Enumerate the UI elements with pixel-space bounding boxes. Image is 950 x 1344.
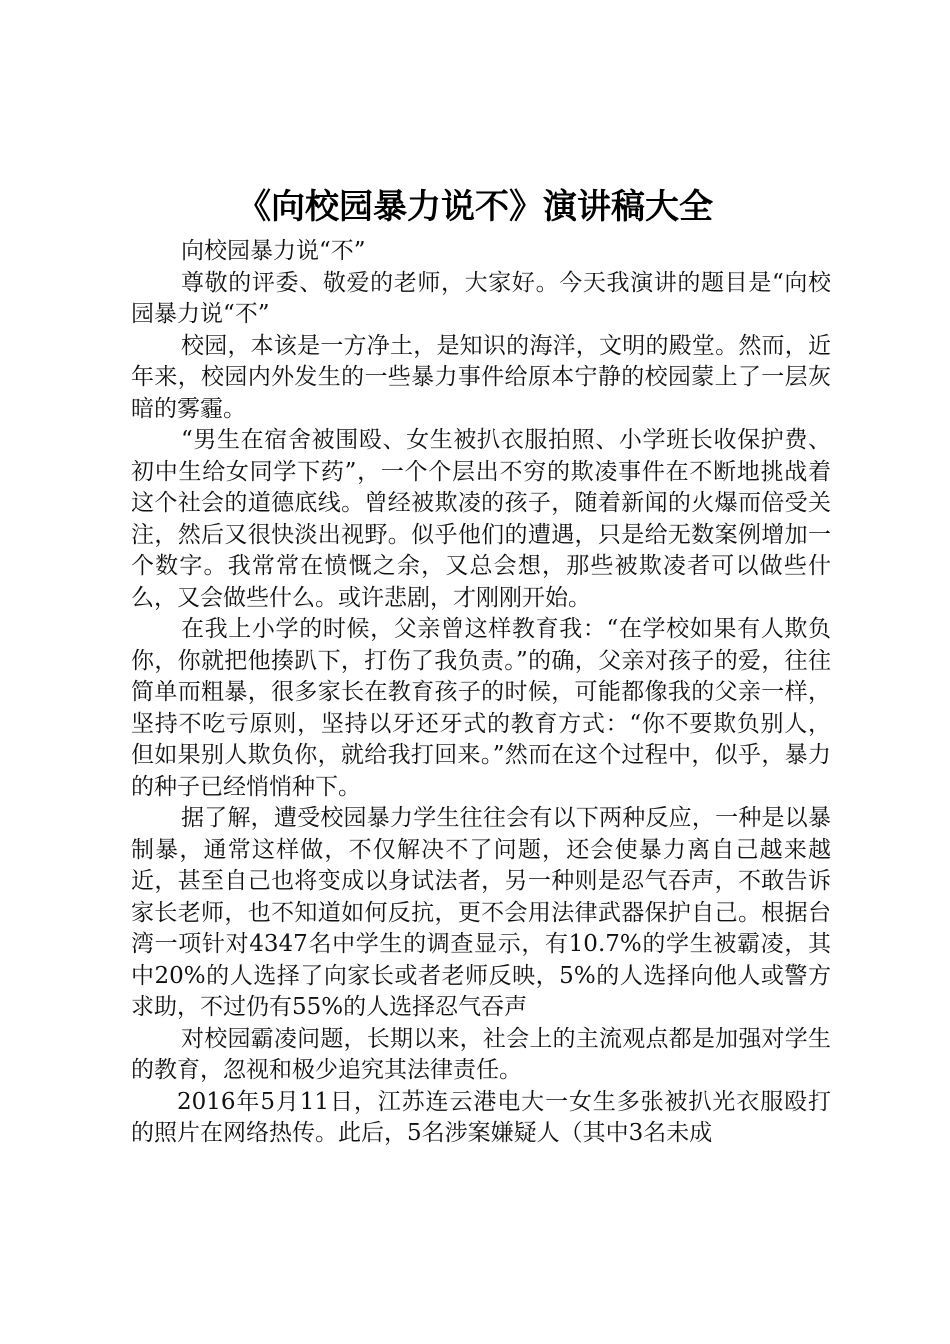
document-body <box>131 236 831 1150</box>
paragraph-survey: 据了解，遭受校园暴力学生往往会有以下两种反应，一种是以暴制暴，通常这样做，不仅解决不了问题，还会使暴力离自己越来越近，甚至自己也将变成以身试法者，另一种则是忍气吞声，不敢告诉家长老师，也不知道如何反抗，更不会用法律武器保护自己。根据台湾一项针对4347名中学生的调查显示，有10.7%的学生被霸凌，其中20%的人选择了向家长或者老师反映，5%的人选择向他人或警方求助，不过仍有55%的人选择忍气吞声 <box>131 805 831 1020</box>
document-title: 《向校园暴力说不》演讲稿大全 <box>237 187 713 227</box>
paragraph-campus: 校园，本该是一方净土，是知识的海洋，文明的殿堂。然而，近年来，校园内外发生的一些暴力事件给原本宁静的校园蒙上了一层灰暗的雾霾。 <box>131 332 831 422</box>
paragraph-heading: 向校园暴力说“不” <box>181 238 366 264</box>
paragraph-legal-view: 对校园霸凌问题，长期以来，社会上的主流观点都是加强对学生的教育，忽视和极少追究其法律责任。 <box>131 1025 831 1083</box>
paragraph-bullying-events: “男生在宿舍被围殴、女生被扒衣服拍照、小学班长收保护费、初中生给女同学下药”，一个个层出不穷的欺凌事件在不断地挑战着这个社会的道德底线。曾经被欺凌的孩子，随着新闻的火爆而倍受关注，然后又很快淡出视野。似乎他们的遭遇，只是给无数案例增加一个数字。我常常在愤慨之余，又总会想，那些被欺凌者可以做些什么，又会做些什么。或许悲剧，才刚刚开始。 <box>131 427 831 611</box>
paragraph-case-2016: 2016年5月11日，江苏连云港电大一女生多张被扒光衣服殴打的照片在网络热传。此后，5名涉案嫌疑人（其中3名未成 <box>131 1088 831 1146</box>
paragraph-greeting: 尊敬的评委、敬爱的老师，大家好。今天我演讲的题目是“向校园暴力说“不” <box>131 269 831 327</box>
paragraph-father: 在我上小学的时候，父亲曾这样教育我：“在学校如果有人欺负你，你就把他揍趴下，打伤了我负责。”的确，父亲对孩子的爱，往往简单而粗暴，很多家长在教育孩子的时候，可能都像我的父亲一样，坚持不吃亏原则，坚持以牙还牙式的教育方式：“你不要欺负别人，但如果别人欺负你，就给我打回来。”然而在这个过程中，似乎，暴力的种子已经悄悄种下。 <box>131 616 831 800</box>
